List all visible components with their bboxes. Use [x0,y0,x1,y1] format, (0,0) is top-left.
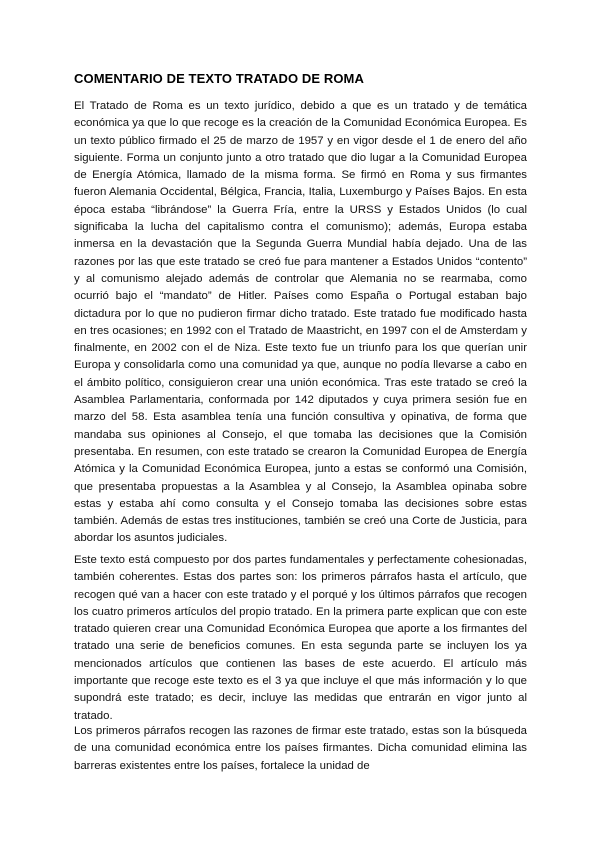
paragraph-reasons: Los primeros párrafos recogen las razones de firmar este tratado, estas son la búsqueda de una comunidad económica entre los países firmantes. Dicha comunidad elimina las barreras existentes entre los países, fortalece la unidad de [74,725,527,772]
page-title: COMENTARIO DE TEXTO TRATADO DE ROMA [74,71,364,86]
paragraph-structure: Este texto está compuesto por dos partes fundamentales y perfectamente cohesionadas, también coherentes. Estas dos partes son: los primeros párrafos hasta el artículo, que recogen qué van a hacer con este tratado y el porqué y los últimos párrafos que recogen los cuatro primeros artículos del propio tratado. En la primera parte explican que con este tratado quieren crear una Comunidad Económica Europea que aporte a los firmantes del tratado una serie de beneficios comunes. En esta segunda parte se incluyen los ya mencionados artículos que contienen las bases de este acuerdo. El artículo más importante que recoge este texto es el 3 ya que incluye el que más información y lo que supondrá este tratado; es decir, incluye las medidas que entrarán en vigor junto al tratado. [74,554,527,722]
paragraph-introduction: El Tratado de Roma es un texto jurídico, debido a que es un tratado y de temática económica ya que lo que recoge es la creación de la Comunidad Económica Europea. Es un texto público firmado el 25 de marzo de 1957 y en vigor desde el 1 de enero del año siguiente. Forma un conjunto junto a otro tratado que dio lugar a la Comunidad Europea de Energía Atómica, llamado de la misma forma. Se firmó en Roma y sus firmantes fueron Alemania Occidental, Bélgica, Francia, Italia, Luxemburgo y Países Bajos. En esta época estaba “librándose” la Guerra Fría, entre la URSS y Estados Unidos (lo cual significaba la lucha del capitalismo contra el comunismo); además, Europa estaba inmersa en la devastación que la Segunda Guerra Mundial había dejado. Una de las razones por las que este tratado se creó fue para mantener a Estados Unidos “contento” y al comunismo alejado además de controlar que Alemania no se rearmaba, como ocurrió bajo el “mandato” de Hitler. Países como España o Portugal estaban bajo dictadura por lo que no pudieron firmar dicho tratado. Este tratado fue modificado hasta en tres ocasiones; en 1992 con el Tratado de Maastricht, en 1997 con el de Amsterdam y finalmente, en 2002 con el de Niza. Este texto fue un triunfo para los que querían unir Europa y consolidarla como una comunidad ya que, aunque no podía llevarse a cabo en el ámbito político, consiguieron crear una unión económica. Tras este tratado se creó la Asamblea Parlamentaria, conformada por 142 diputados y cuya primera sesión fue en marzo del 58. Esta asamblea tenía una función consultiva y opinativa, de forma que mandaba sus opiniones al Consejo, el que tomaba las decisiones que la Comisión presentaba. En resumen, con este tratado se crearon la Comunidad Europea de Energía Atómica y la Comunidad Económica Europea, junto a estas se conformó una Comisión, que presentaba propuestas a la Asamblea y al Consejo, la Asamblea opinaba sobre estas y estaba ahí como consulta y el Consejo tomaba las decisiones sobre estas también. Además de estas tres instituciones, también se creó una Corte de Justicia, para abordar los asuntos judiciales. [74,100,527,545]
